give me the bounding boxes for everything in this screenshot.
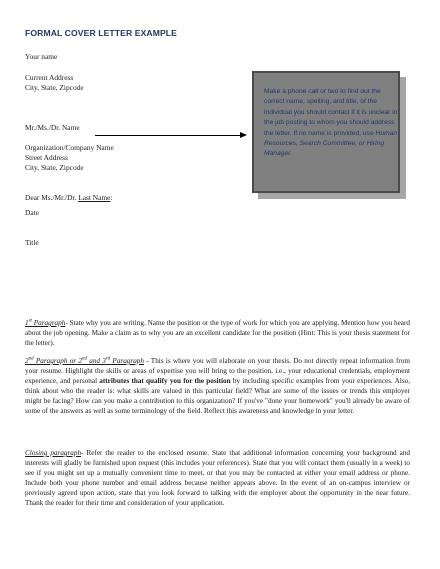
paragraph-1-lead: 1st Paragraph <box>25 318 66 327</box>
recipient-company: Organization/Company Name <box>25 143 114 152</box>
paragraph-1-text: - State why you are writing. Name the position or the type of work for which you are applying. Mention how you heard about the job opening. Make a claim as to why you are an excellent candidate for the position (Hint: This is your thesis statement for the letter). <box>25 319 410 347</box>
date-label: Date <box>25 208 39 217</box>
recipient-city: City, State, Zipcode <box>25 163 84 172</box>
callout-arrow-line <box>95 135 241 136</box>
document-title: FORMAL COVER LETTER EXAMPLE <box>25 28 177 38</box>
recipient-street: Street Address <box>25 153 68 162</box>
paragraph-2-text-a: - This is where you will elaborate on your thesis. Do not directly repeat information from your resume. Highlight the skills or areas of expertise you will bring to the position, i.e., your educational credentials, employment experience, and personal <box>25 357 410 385</box>
paragraph-1 <box>25 319 410 349</box>
salutation-suffix: : <box>110 193 113 202</box>
recipient-name: Mr./Ms./Dr. Name <box>25 123 80 132</box>
paragraph-3-text: - Refer the reader to the enclosed resume. State that additional information concerning your background and interests will gladly be furnished upon request (this includes your references). State that you will contact them (usually in a week) to see if you might set up a mutually convenient time to meet, or that you may be contacted at either your email address or phone. Include both your phone number and email address because neither appears above. In the event of an on-campus interview or previously agreed upon action, state that you look forward to talking with the employer about the opportunity in the near future. Thank the reader for their time and consideration of your application. <box>25 449 410 507</box>
sender-city: City, State, Zipcode <box>25 83 84 92</box>
paragraph-3 <box>25 449 410 508</box>
salutation-last-name: Last Name <box>78 193 111 202</box>
paragraph-2-text-b: by including specific examples from your experiences. Also, think about who the reader is: what skills are valued in this particular field? What are some of the issues or trends this employer might be facing? How can you make a contribution to this organization? If you've "done your homework" you'll already be aware of some of the answers as well as some terminology of the field. Reflect this awareness and knowledge in your letter. <box>25 376 411 415</box>
note-italic: Human Resources, Search Committee, or Hiring Manager. <box>264 129 398 158</box>
paragraph-2-bold: attributes that qualify you for the position <box>99 376 231 385</box>
sender-name: Your name <box>25 52 58 61</box>
paragraph-2-lead: 2nd Paragraph or 2nd and 3rd Paragraph <box>25 356 144 365</box>
salutation-prefix: Dear Ms./Mr./Dr. <box>25 193 77 202</box>
sender-address: Current Address <box>25 73 74 82</box>
note-text <box>264 87 398 160</box>
paragraph-2 <box>25 357 410 416</box>
note-body: Make a phone call or two to find out the correct name, spelling, and title, of the individual you should contact if it is unclear in the job posting to whom you should address the letter. If no name is provided, use <box>264 88 398 137</box>
arrow-right-icon <box>240 132 247 138</box>
title-label: Title <box>25 238 39 247</box>
salutation <box>25 193 112 203</box>
paragraph-3-lead: Closing paragraph <box>25 449 82 457</box>
